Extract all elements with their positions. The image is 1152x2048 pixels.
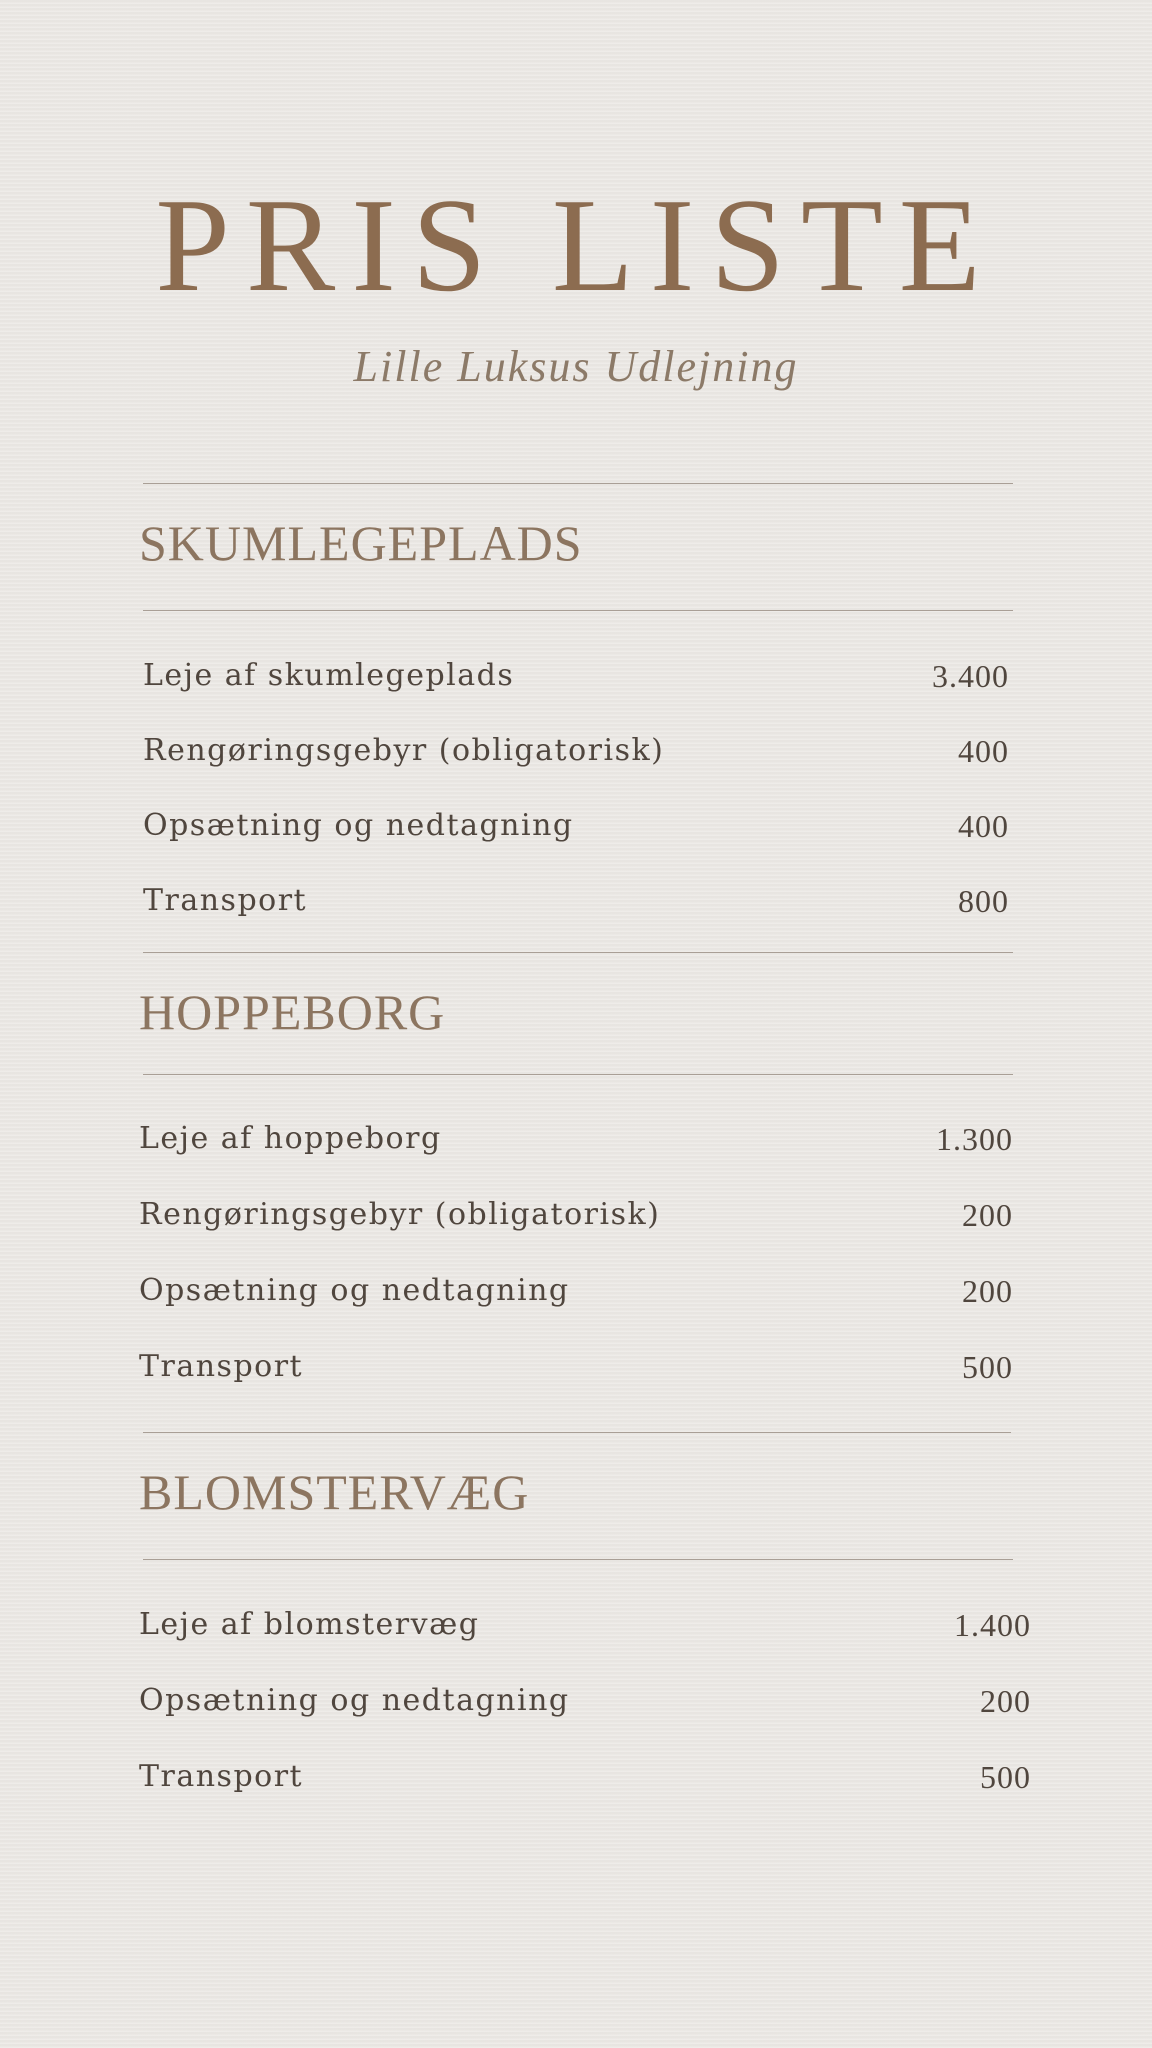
price-row — [143, 656, 1009, 696]
section-divider — [143, 1074, 1013, 1075]
item-price: 200 — [980, 1683, 1031, 1719]
item-label: Transport — [143, 883, 308, 918]
item-price: 500 — [980, 1759, 1031, 1795]
price-row — [139, 1195, 1013, 1235]
page-subtitle: Lille Luksus Udlejning — [353, 342, 799, 391]
price-row — [143, 731, 1009, 771]
item-price: 3.400 — [932, 658, 1009, 694]
item-price: 1.300 — [936, 1121, 1013, 1157]
price-row — [139, 1347, 1013, 1387]
item-label: Opsætning og nedtagning — [139, 1273, 570, 1308]
item-label: Leje af skumlegeplads — [143, 658, 515, 693]
price-row — [139, 1757, 1031, 1797]
item-label: Transport — [139, 1759, 304, 1794]
section-title-blomstervaeg: BLOMSTERVÆG — [139, 1464, 530, 1520]
item-price: 800 — [958, 883, 1009, 919]
price-row — [143, 881, 1009, 921]
item-label: Leje af blomstervæg — [139, 1607, 480, 1642]
item-label: Opsætning og nedtagning — [143, 808, 574, 843]
page-title: PRIS LISTE — [155, 171, 997, 319]
price-row — [139, 1119, 1013, 1159]
item-label: Rengøringsgebyr (obligatorisk) — [139, 1197, 661, 1232]
item-price: 200 — [962, 1273, 1013, 1309]
item-price: 1.400 — [954, 1607, 1031, 1643]
section-title-skumlegeplads: SKUMLEGEPLADS — [139, 515, 583, 571]
item-price: 400 — [958, 733, 1009, 769]
price-row — [143, 806, 1009, 846]
section-divider — [143, 483, 1013, 484]
item-price: 500 — [962, 1349, 1013, 1385]
item-price: 200 — [962, 1197, 1013, 1233]
item-price: 400 — [958, 808, 1009, 844]
price-row — [139, 1605, 1031, 1645]
item-label: Transport — [139, 1349, 304, 1384]
item-label: Rengøringsgebyr (obligatorisk) — [143, 733, 665, 768]
section-divider — [143, 610, 1013, 611]
section-divider — [143, 952, 1013, 953]
item-label: Opsætning og nedtagning — [139, 1683, 570, 1718]
price-row — [139, 1271, 1013, 1311]
section-divider — [143, 1432, 1011, 1433]
item-label: Leje af hoppeborg — [139, 1121, 442, 1156]
price-row — [139, 1681, 1031, 1721]
section-title-hoppeborg: HOPPEBORG — [139, 984, 446, 1040]
section-divider — [143, 1559, 1013, 1560]
